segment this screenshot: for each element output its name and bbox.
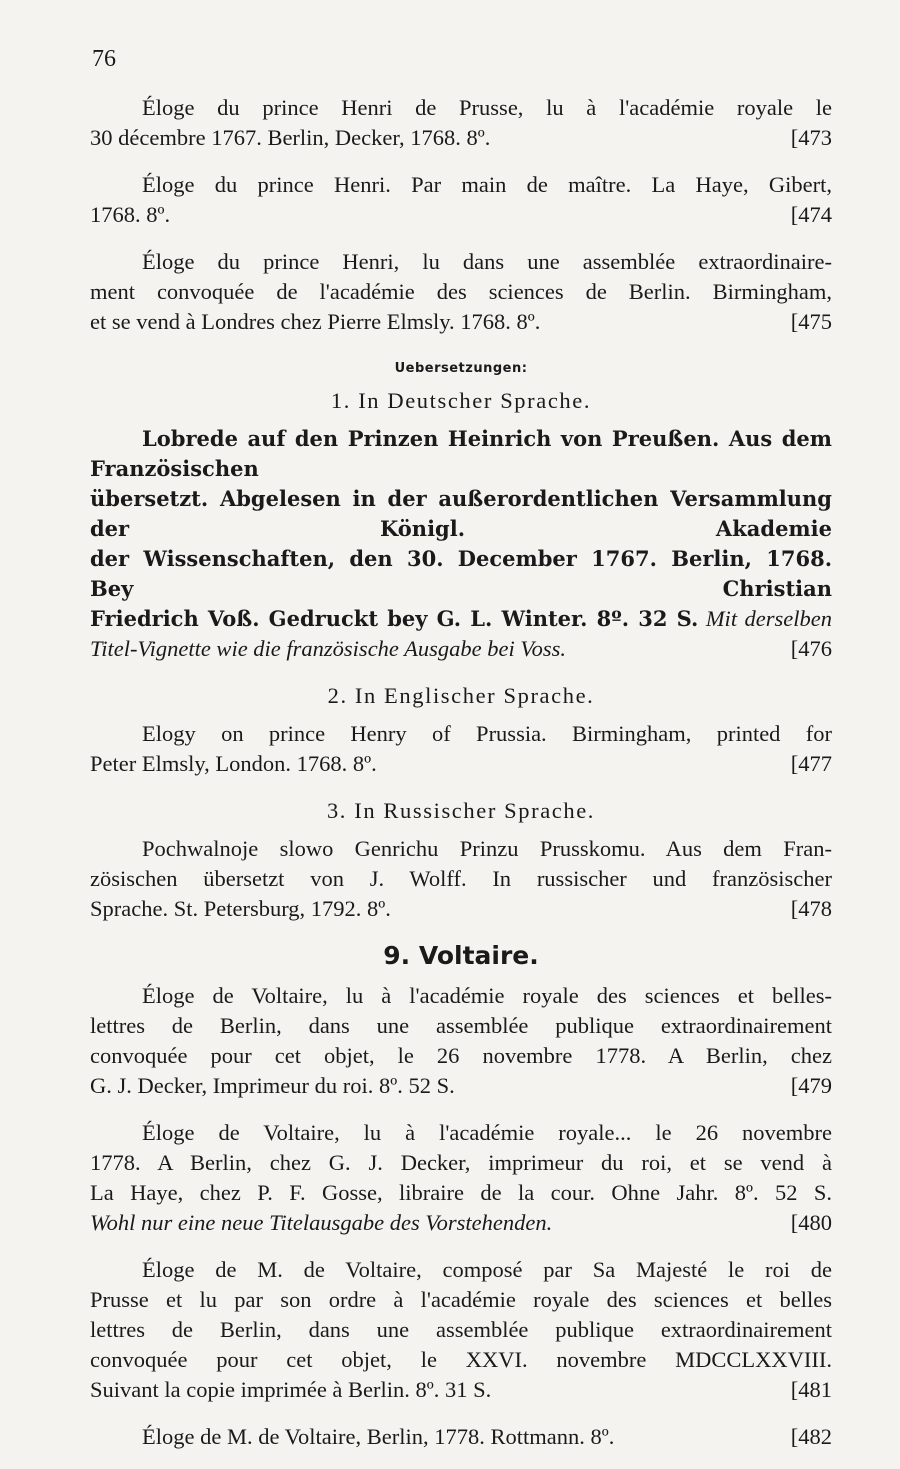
russian-entry-line [90, 864, 832, 894]
german-entry-text: übersetzt. Abgelesen in der außerordentlichen Versammlung der Königl. Akademie [90, 486, 832, 541]
entry-number: [480 [790, 1210, 832, 1235]
german-entry-line [90, 424, 832, 484]
entry-line [90, 1375, 832, 1405]
entry-line [90, 1285, 832, 1315]
bibliography-entry [90, 247, 832, 337]
entry-text: Prusse et lu par son ordre à l'académie royale des sciences et belles [90, 1287, 832, 1312]
entry-text: La Haye, chez P. F. Gosse, libraire de la cour. Ohne Jahr. 8º. 52 S. [90, 1180, 832, 1205]
entry-line [90, 247, 832, 277]
entry-line [90, 123, 832, 153]
russian-entry-line [90, 894, 832, 924]
entry-line [90, 200, 832, 230]
entry-text: convoquée pour cet objet, le XXVI. novembre MDCCLXXVIII. [90, 1347, 832, 1372]
entry-line [90, 277, 832, 307]
page-content [90, 93, 832, 1469]
german-entry-line [90, 604, 832, 634]
german-entry-line [90, 544, 832, 604]
russian-entry [90, 834, 832, 924]
russian-entry-text: Sprache. St. Petersburg, 1792. 8º. [90, 896, 391, 921]
bibliography-entry [90, 1255, 832, 1405]
entry-text: 30 décembre 1767. Berlin, Decker, 1768. 8º. [90, 125, 491, 150]
entry-line [90, 1208, 832, 1238]
entry-text: G. J. Decker, Imprimeur du roi. 8º. 52 S. [90, 1073, 455, 1098]
translations-heading: Uebersetzungen: [394, 361, 528, 376]
section-heading-voltaire: 9. Voltaire. [383, 941, 539, 970]
entry-text: 1768. 8º. [90, 202, 171, 227]
entry-text: convoquée pour cet objet, le 26 novembre 1778. A Berlin, chez [90, 1043, 832, 1068]
bibliography-entry [90, 1422, 832, 1452]
lang-heading-german: 1. In Deutscher Sprache. [330, 388, 592, 413]
entry-text: Éloge de M. de Voltaire, Berlin, 1778. Rottmann. 8º. [142, 1424, 615, 1449]
entry-number: [473 [790, 125, 832, 150]
entry-number: [476 [790, 636, 832, 661]
german-entry-italic-note: Mit derselben [698, 606, 833, 631]
entry-text: ment convoquée de l'académie des sciences de Berlin. Birmingham, [90, 279, 832, 304]
entry-text: Suivant la copie imprimée à Berlin. 8º. 31 S. [90, 1377, 492, 1402]
german-entry [90, 424, 832, 664]
entry-text: 1778. A Berlin, chez G. J. Decker, imprimeur du roi, et se vend à [90, 1150, 832, 1175]
entry-text: Éloge de Voltaire, lu à l'académie royale des sciences et belles- [142, 983, 832, 1008]
entry-line [90, 1345, 832, 1375]
entry-text: lettres de Berlin, dans une assemblée publique extraordinairement [90, 1317, 832, 1342]
english-entry [90, 719, 832, 779]
entry-text: Éloge de Voltaire, lu à l'académie royale... le 26 novembre [142, 1120, 832, 1145]
henri-entries [90, 93, 832, 337]
entry-number: [482 [790, 1424, 832, 1449]
english-entry-text: Elogy on prince Henry of Prussia. Birmingham, printed for [142, 721, 832, 746]
russian-entry-line [90, 834, 832, 864]
entry-line [90, 1255, 832, 1285]
entry-line [90, 1148, 832, 1178]
entry-line [90, 1118, 832, 1148]
entry-number: [474 [790, 202, 832, 227]
entry-number: [479 [790, 1073, 832, 1098]
entry-text: Éloge du prince Henri. Par main de maître. La Haye, Gibert, [142, 172, 832, 197]
russian-entry-text: Pochwalnoje slowo Genrichu Prinzu Prusskomu. Aus dem Fran- [142, 836, 832, 861]
russian-entry-text: zösischen übersetzt von J. Wolff. In russischer und französischer [90, 866, 832, 891]
german-entry-line [90, 484, 832, 544]
lang-heading-russian: 3. In Russischer Sprache. [326, 798, 596, 823]
entry-number: [475 [790, 309, 832, 334]
entry-line [90, 981, 832, 1011]
entry-text: Éloge de M. de Voltaire, composé par Sa Majesté le roi de [142, 1257, 832, 1282]
bibliography-entry [90, 1118, 832, 1238]
entry-line [90, 1011, 832, 1041]
german-entry-text: der Wissenschaften, den 30. December 1767. Berlin, 1768. Bey Christian [90, 546, 832, 601]
entry-text: et se vend à Londres chez Pierre Elmsly. 1768. 8º. [90, 309, 541, 334]
english-entry-line [90, 719, 832, 749]
entry-line [90, 93, 832, 123]
entry-text: Éloge du prince Henri de Prusse, lu à l'académie royale le [142, 95, 832, 120]
bibliography-entry [90, 93, 832, 153]
voltaire-entries [90, 981, 832, 1452]
german-entry-text: Lobrede auf den Prinzen Heinrich von Preußen. Aus dem Französischen [90, 426, 832, 481]
entry-italic-note: Wohl nur eine neue Titelausgabe des Vorstehenden. [90, 1210, 553, 1235]
entry-number: [477 [790, 751, 832, 776]
entry-text: Éloge du prince Henri, lu dans une assemblée extraordinaire- [142, 249, 832, 274]
entry-line [90, 307, 832, 337]
entry-line [90, 1178, 832, 1208]
bibliography-entry [90, 170, 832, 230]
entry-line [90, 1315, 832, 1345]
english-entry-line [90, 749, 832, 779]
entry-line [90, 1041, 832, 1071]
german-entry-italic-note: Titel-Vignette wie die französische Ausgabe bei Voss. [90, 636, 566, 661]
entry-line [90, 1071, 832, 1101]
bibliography-entry [90, 981, 832, 1101]
entry-line [90, 1422, 832, 1452]
entry-line [90, 170, 832, 200]
german-entry-text: Friedrich Voß. Gedruckt bey G. L. Winter. 8º. 32 S. [90, 606, 699, 631]
english-entry-text: Peter Elmsly, London. 1768. 8º. [90, 751, 377, 776]
entry-number: [481 [790, 1377, 832, 1402]
entry-number: [478 [790, 896, 832, 921]
page-number: 76 [92, 46, 116, 72]
entry-text: lettres de Berlin, dans une assemblée publique extraordinairement [90, 1013, 832, 1038]
german-entry-line [90, 634, 832, 664]
lang-heading-english: 2. In Englischer Sprache. [327, 683, 595, 708]
